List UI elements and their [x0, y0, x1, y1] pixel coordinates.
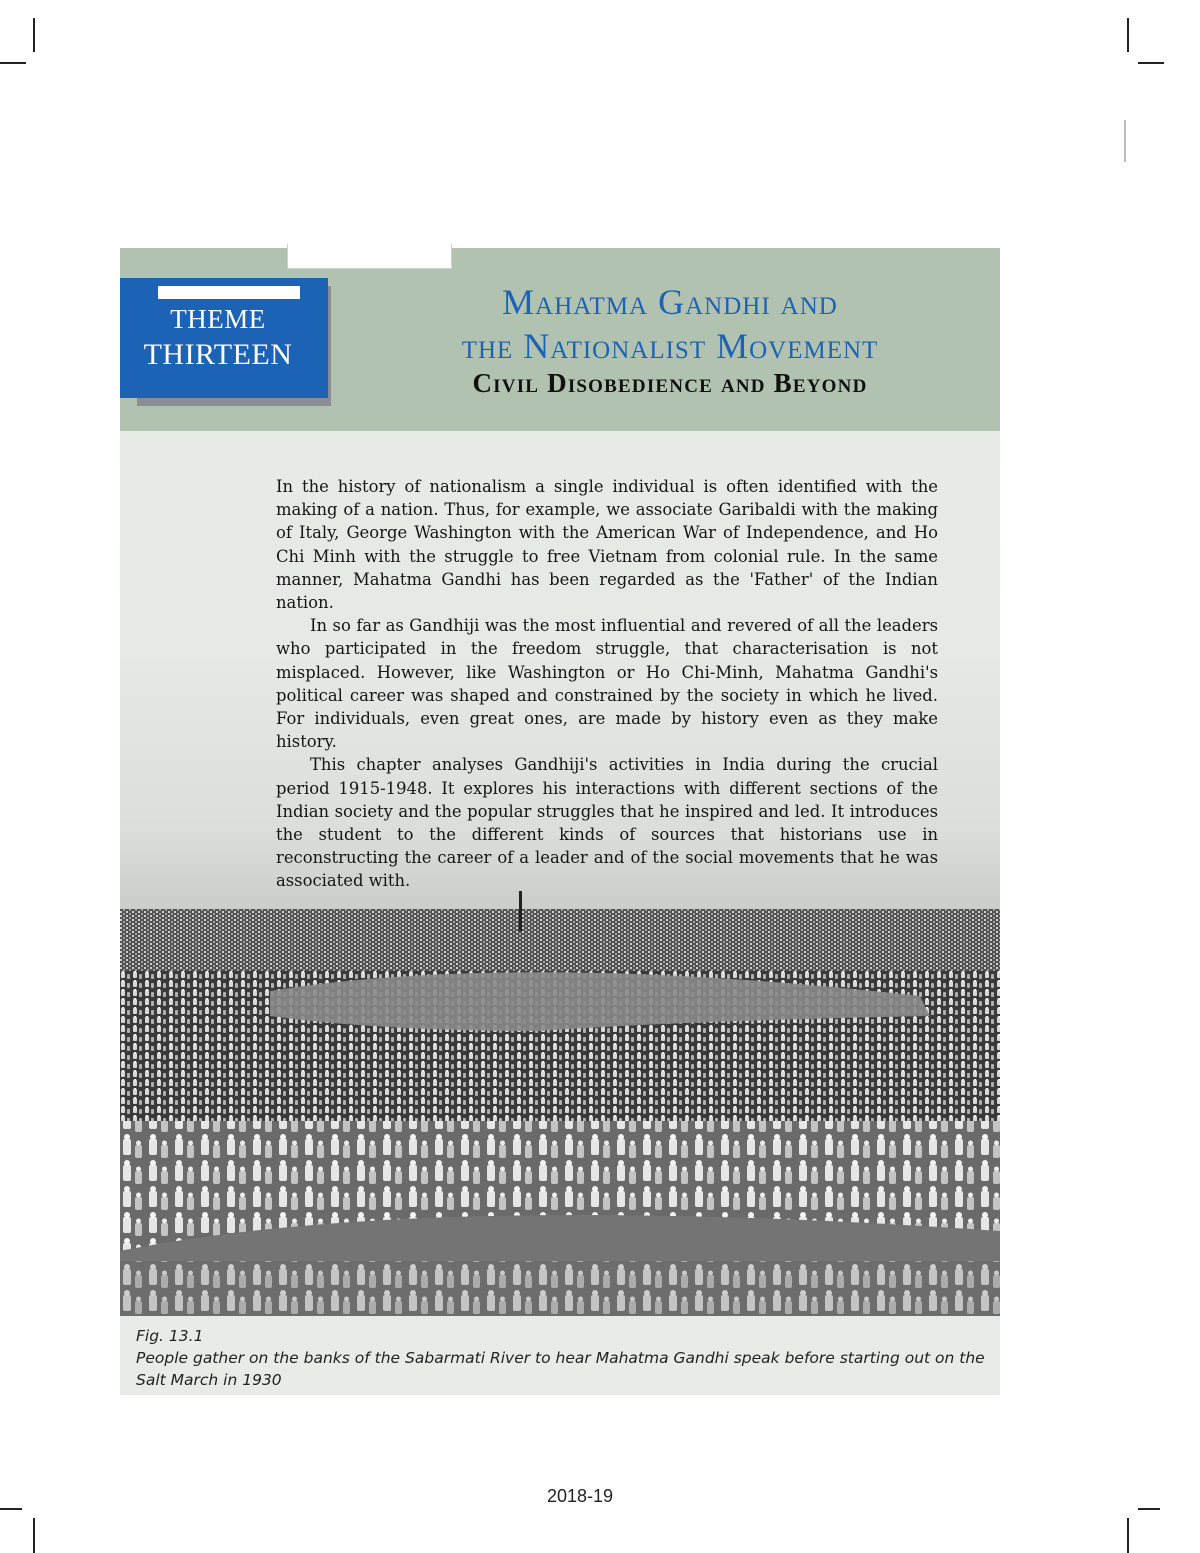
page-footer-year: 2018-19 [546, 1486, 614, 1506]
theme-label-line2: THIRTEEN [143, 338, 293, 371]
crop-mark [0, 1508, 22, 1510]
crop-mark [1127, 1518, 1129, 1553]
intro-paragraph: This chapter analyses Gandhiji's activities in India during the crucial period 1915-1948. It explores his interactions with different sections of the Indian society and the popular struggles that he inspired and led. It introduces the student to the different kinds of sources that historians use in reconstructing the career of a leader and of the social movements that he was associated with. [276, 755, 938, 891]
chapter-title-line1: Mahatma Gandhi and [502, 282, 838, 322]
crop-mark [0, 62, 26, 64]
crop-mark [1138, 1508, 1160, 1510]
chapter-opener-panel [120, 248, 1000, 1395]
crop-mark [1127, 18, 1129, 52]
crop-mark [1138, 62, 1164, 64]
chapter-titles [350, 280, 990, 400]
chapter-header [120, 248, 1000, 431]
header-tab [287, 244, 452, 269]
crop-mark [33, 1518, 35, 1553]
theme-label-box [120, 278, 328, 398]
intro-paragraph: In so far as Gandhiji was the most influential and revered of all the leaders who participated in the freedom struggle, that characterisation is not misplaced. However, like Washington or Ho Chi-Minh, Mahatma Gandhi's political career was shaped and constrained by the society in which he lived. For individuals, even great ones, are made by history even as they make history. [276, 616, 938, 752]
theme-label-bar [158, 286, 300, 299]
chapter-subtitle: Civil Disobedience and Beyond [472, 368, 868, 398]
theme-label-line1: THEME [170, 304, 266, 334]
intro-paragraph: In the history of nationalism a single individual is often identified with the making of a nation. Thus, for example, we associate Garibaldi with the making of Italy, George Washington with the American War of Independence, and Ho Chi Minh with the struggle to free Vietnam from colonial rule. In the same manner, Mahatma Gandhi has been regarded as the 'Father' of the Indian nation. [276, 477, 938, 613]
chapter-title-line2: the Nationalist Movement [461, 326, 879, 366]
figure-number: Fig. 13.1 [136, 1327, 204, 1345]
intro-text [276, 475, 938, 893]
crop-mark [33, 18, 35, 52]
figure-caption-text: People gather on the banks of the Sabarmati River to hear Mahatma Gandhi speak before starting out on the Salt March in 1930 [136, 1349, 985, 1389]
figure-caption [136, 1325, 996, 1391]
crop-mark [1124, 120, 1126, 162]
